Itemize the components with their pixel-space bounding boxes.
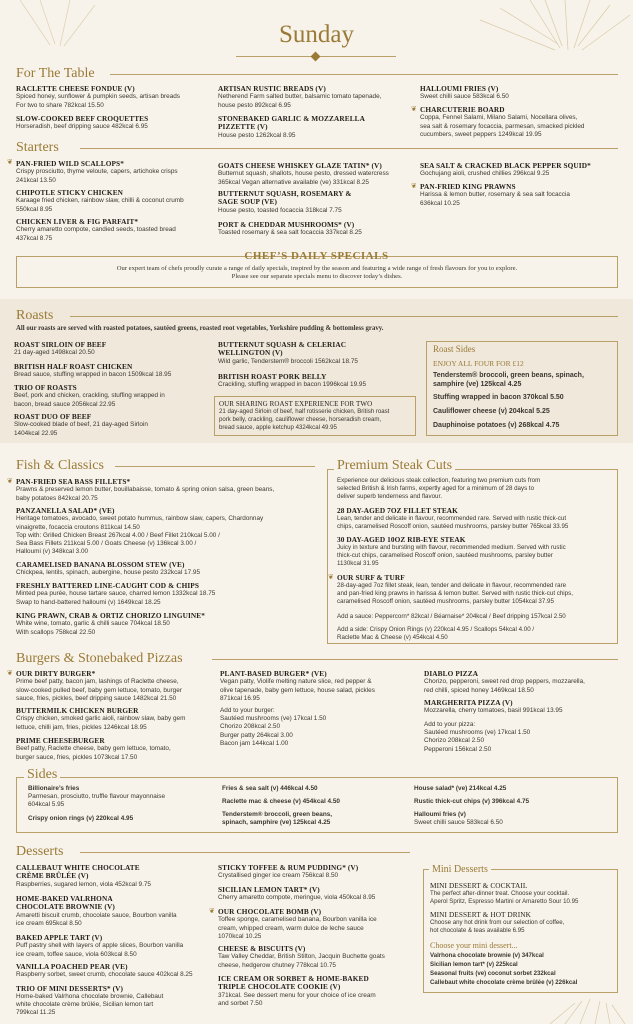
menu-item-dirty-burger	[16, 670, 216, 703]
item-name: VANILLA POACHED PEAR (VE)	[16, 962, 128, 971]
menu-item-squid	[420, 162, 630, 179]
leaf-icon: ❦	[7, 159, 13, 166]
item-desc: Beef, pork and chicken, crackling, stuffing wrapped in bacon, bread sauce 2056kcal 22.95	[14, 392, 165, 408]
item-name: TRIO OF ROASTS	[14, 383, 77, 392]
item-name: PORT & CHEDDAR MUSHROOMS* (V)	[218, 220, 355, 229]
item-desc: Lean, tender and delicate in flavour, recommended rare. Served with rustic thick-cut chips, caramelised Roscoff onion, sautéed mushrooms, parsley butter 765kcal 33.95	[337, 515, 569, 531]
menu-item-halloumi-fries	[420, 85, 625, 102]
item-name: PAN-FRIED KING PRAWNS	[420, 182, 516, 191]
fish-heading: Fish & Classics	[16, 458, 104, 473]
menu-item-margherita	[424, 699, 624, 716]
item-name: RACLETTE CHEESE FONDUE (V)	[16, 84, 135, 93]
item-desc: Chorizo, pepperoni, sweet red drop peppers, mozzarella, red chilli, spiced honey 1469kcal 18.50	[424, 678, 585, 694]
item-name: OUR DIRTY BURGER*	[16, 669, 96, 678]
item-name: 30 DAY-AGED 10OZ RIB-EYE STEAK	[337, 535, 466, 544]
page-title: Sunday	[279, 21, 354, 48]
section-rule	[70, 316, 618, 317]
item-desc: Chickpea, lentils, spinach, aubergine, house pesto 232kcal 17.95	[16, 569, 201, 577]
menu-item-goats-tatin	[218, 162, 418, 187]
menu-item-artisan-breads	[218, 85, 413, 110]
item-desc: Heritage tomatoes, avocado, sweet potato hummus, rainbow slaw, capers, Chardonnay vinaigrette, focaccia croutons 811kcal 14.50	[16, 515, 264, 531]
item-desc: Amaretti biscuit crumb, chocolate sauce, Bourbon vanilla ice cream 695kcal 8.50	[16, 911, 177, 927]
item-desc: White wine, tomato, garlic & chilli sauce 704kcal 18.50 With scallops 758kcal 22.50	[16, 620, 170, 636]
burger-addons	[220, 707, 415, 748]
pizza-addons	[424, 721, 624, 754]
item-desc: House pesto 1262kcal 8.95	[218, 131, 296, 139]
item-name: HALLOUMI FRIES (V)	[420, 84, 499, 93]
roast-side-item: Cauliflower cheese (v) 204kcal 5.25	[433, 407, 550, 415]
roast-side-item: Dauphinoise potatoes (v) 268kcal 4.75	[433, 421, 560, 429]
menu-item-raclette-fondue	[16, 85, 211, 110]
item-name: ICE CREAM OR SORBET & HOME-BAKED TRIPLE CHOCOLATE COOKIE (V)	[218, 974, 369, 992]
item-desc: Crispy chicken, smoked garlic aioli, rainbow slaw, baby gem lettuce, chilli jam, fries, pickles 1246kcal 18.95	[16, 715, 186, 731]
menu-item-wellington	[218, 341, 418, 366]
item-name: ROAST SIRLOIN OF BEEF	[14, 340, 107, 349]
item-addons: Add to your pizza: Sautéed mushrooms (ve) 17kcal 1.50 Chorizo 208kcal 2.50 Pepperoni 156kcal 2.50	[424, 721, 531, 753]
leaf-icon: ❦	[328, 574, 334, 581]
item-desc: Coppa, Fennel Salami, Milano Salami, Nocellara olives, sea salt & rosemary focaccia, parmesan, smacked pickled cucumbers, sweet peppers 1249kcal 19.95	[420, 114, 585, 138]
item-desc: Butternut squash, shallots, house pesto, dressed watercress 365kcal Vegan alternative available (ve) 331kcal 8.25	[218, 170, 389, 186]
item-desc: Toffee sponge, caramelised banana, Bourbon vanilla ice cream, whipped cream, warm dulce de leche sauce 1070kcal 10.25	[218, 916, 377, 940]
menu-item-charcuterie	[420, 106, 625, 139]
item-name: ROAST DUO OF BEEF	[14, 412, 92, 421]
sharing-roast-desc: 21 day-aged Sirloin of beef, half rotisserie chicken, British roast pork belly, crackling, cauliflower cheese, horseradish cream, bread sauce, apple ketchup 4324kcal 49.95	[219, 408, 390, 431]
menu-item-king-prawns	[420, 183, 630, 208]
section-rule	[80, 148, 618, 149]
menu-item-diablo-pizza	[424, 670, 624, 695]
item-name: CHEESE & BISCUITS (V)	[218, 944, 306, 953]
side-mac-cheese: Raclette mac & cheese (v) 454kcal 4.50	[222, 798, 340, 805]
title-ornament-diamond	[311, 52, 321, 62]
item-desc: Spiced honey, sunflower & pumpkin seeds, artisan breads For two to share 782kcal 15.50	[16, 93, 180, 109]
menu-item-chocolate-bomb	[218, 908, 418, 941]
item-desc: Juicy in texture and bursting with flavour, recommended medium. Served with rustic thick-cut chips, caramelised Roscoff onion, sautéed mushrooms, parsley butter 1130kcal 31.95	[337, 544, 566, 568]
item-desc: The perfect after-dinner treat. Choose your cocktail. Aperol Spritz, Espresso Martini or Amaretto Sour 10.95	[430, 890, 579, 906]
mini-desserts-title: Mini Desserts	[429, 864, 491, 877]
item-addons: Top with: Grilled Chicken Breast 267kcal 4.00 / Beef Fillet 210kcal 5.00 / Sea Bass Fillets 211kcal 5.00 / Goats Cheese (v) 136kcal 3.00 / Halloumi (v) 348kcal 3.00	[16, 531, 220, 556]
chefs-specials-text: Our expert team of chefs proudly curate a range of daily specials, inspired by the season and featuring a wide range of fresh flavours for you to explore. Please see our separate specials menu to discover today’s dishes.	[116, 265, 518, 281]
item-name: FRESHLY BATTERED LINE-CAUGHT COD & CHIPS	[16, 581, 200, 590]
item-name: BUTTERMILK CHICKEN BURGER	[16, 706, 139, 715]
item-desc: Beef patty, Raclette cheese, baby gem lettuce, tomato, burger sauce, fries, pickles 1073kcal 17.50	[16, 745, 171, 761]
menu-item-trio-roasts	[14, 384, 209, 409]
item-name: PANZANELLA SALAD* (VE)	[16, 506, 115, 515]
menu-item-banana-stew	[16, 561, 316, 578]
item-desc: Parmesan, prosciutto, truffle flavour mayonnaise 604kcal 5.95	[28, 793, 165, 809]
roast-sides-box	[426, 341, 618, 436]
menu-item-sirloin	[14, 341, 209, 358]
sharing-roast-box	[214, 396, 416, 436]
leaf-icon: ❦	[411, 183, 417, 190]
item-name: SLOW-COOKED BEEF CROQUETTES	[16, 114, 149, 123]
item-desc: Crackling, stuffing wrapped in bacon 1996kcal 19.95	[218, 381, 367, 389]
menu-item-trio-mini	[16, 985, 216, 1016]
palm-leaf-decoration-bottom	[520, 995, 633, 1024]
menu-item-chipotle-chicken	[16, 189, 211, 214]
section-rule	[110, 74, 618, 75]
menu-item-pork-belly	[218, 373, 418, 390]
menu-item-surf-turf	[337, 574, 615, 606]
item-name: CHIPOTLE STICKY CHICKEN	[16, 188, 124, 197]
item-addons: Add to your burger: Sautéed mushrooms (ve) 17kcal 1.50 Chorizo 208kcal 2.50 Burger patty 264kcal 3.00 Bacon jam 144kcal 1.00	[220, 707, 327, 747]
steak-side: Add a side: Crispy Onion Rings (v) 220kcal 4.95 / Scallops 54kcal 4.00 / Raclette Mac & Cheese (v) 454kcal 4.50	[337, 626, 535, 641]
for-the-table-heading: For The Table	[16, 66, 95, 81]
item-name: CARAMELISED BANANA BLOSSOM STEW (VE)	[16, 560, 185, 569]
menu-item-creme-brulee	[16, 864, 216, 889]
item-desc: Taw Valley Cheddar, British Stilton, Jacquin Buchette goats cheese, hedgerow chutney 778kcal 10.75	[218, 953, 385, 969]
item-desc: Sweet chilli sauce 583kcal 6.50	[420, 93, 509, 101]
menu-item-mini-cocktail	[430, 882, 615, 906]
sides-heading: Sides	[24, 768, 60, 782]
menu-item-duo-beef	[14, 413, 209, 438]
menu-item-scallops	[16, 160, 211, 185]
item-name: BRITISH ROAST PORK BELLY	[218, 372, 327, 381]
item-name: STONEBAKED GARLIC & MOZZARELLA PIZZETTE (V)	[218, 114, 366, 132]
menu-item-brownie	[16, 895, 216, 928]
item-desc: Choose any hot drink from our selection of coffee, hot chocolate & teas available 6.95	[430, 919, 565, 935]
item-desc: House pesto, toasted focaccia 318kcal 7.75	[218, 206, 342, 214]
item-desc: Raspberry sorbet, sweet crumb, chocolate sauce 402kcal 8.25	[16, 971, 193, 979]
menu-item-panzanella	[16, 507, 316, 556]
menu-item-linguine	[16, 612, 316, 637]
section-rule	[115, 466, 315, 467]
item-name: MARGHERITA PIZZA (V)	[424, 698, 513, 707]
side-fries: Fries & sea salt (v) 446kcal 4.50	[222, 785, 318, 792]
menu-item-ribeye	[337, 536, 615, 568]
item-desc: Slow-cooked blade of beef, 21 day-aged Sirloin 1404kcal 22.95	[14, 421, 148, 437]
menu-item-cheese-biscuits	[218, 945, 418, 970]
item-desc: Cherry amaretto compote, candied seeds, toasted bread 437kcal 8.75	[16, 226, 176, 242]
item-name: STICKY TOFFEE & RUM PUDDING* (V)	[218, 863, 359, 872]
item-name: BRITISH HALF ROAST CHICKEN	[14, 362, 133, 371]
item-name: BAKED APPLE TART (V)	[16, 933, 103, 942]
leaf-icon: ❦	[7, 670, 13, 677]
item-name: TRIO OF MINI DESSERTS* (V)	[16, 984, 124, 993]
menu-item-beef-croquettes	[16, 115, 211, 132]
menu-item-mushrooms	[218, 221, 418, 238]
menu-item-parfait	[16, 218, 211, 243]
side-greens: Tenderstem® broccoli, green beans, spinach, samphire (ve) 125kcal 4.25	[222, 811, 333, 827]
steak-intro: Experience our delicious steak collection, featuring two premium cuts from selected British & Irish farms, expertly aged for a minimum of 28 days to deliver superb tenderness and flavour.	[337, 477, 541, 500]
leaf-icon: ❦	[7, 478, 13, 485]
item-desc: 28-day-aged 7oz fillet steak, lean, tender and delicate in flavour, recommended rare and pan-fried king prawns in harissa & lemon butter. Served with rustic thick-cut chips, caramelised Roscoff onion, sautéed mushrooms, parsley butter 1054kcal 37.95	[337, 582, 573, 606]
item-desc: Prawns & preserved lemon butter, bouillabaisse, tomato & spring onion salsa, green beans, baby potatoes 842kcal 20.75	[16, 486, 275, 502]
item-name: KING PRAWN, CRAB & ORTIZ CHORIZO LINGUINE*	[16, 611, 206, 620]
section-rule	[212, 659, 618, 660]
roast-side-item: Tenderstem® broccoli, green beans, spinach, samphire (ve) 125kcal 4.25	[433, 372, 584, 389]
item-desc: Mozzarella, cherry tomatoes, basil 991kcal 13.95	[424, 707, 563, 715]
mini-choice: Callebaut white chocolate crème brûlée (v) 226kcal	[430, 979, 578, 986]
steak-heading: Premium Steak Cuts	[334, 459, 455, 473]
sharing-roast-title: OUR SHARING ROAST EXPERIENCE FOR TWO	[219, 400, 373, 408]
item-desc: Puff pastry shell with layers of apple slices, Bourbon vanilla ice cream, toffee sauce, viola 603kcal 8.50	[16, 942, 184, 958]
roast-side-item: Stuffing wrapped in bacon 370kcal 5.50	[433, 394, 564, 402]
desserts-heading: Desserts	[16, 844, 64, 859]
side-onion-rings: Crispy onion rings (v) 220kcal 4.95	[28, 815, 134, 822]
menu-item-poached-pear	[16, 963, 221, 980]
item-name: Halloumi fries (v)	[414, 811, 466, 818]
steak-sauce: Add a sauce: Peppercorn* 82kcal / Béarnaise* 204kcal / Beef dripping 157kcal 2.50	[337, 613, 566, 620]
menu-item-cod-chips	[16, 582, 316, 607]
menu-item-chicken-burger	[16, 707, 216, 732]
item-desc: Bread sauce, stuffing wrapped in bacon 1509kcal 18.95	[14, 371, 172, 379]
leaf-icon: ❦	[209, 908, 215, 915]
item-name: SEA SALT & CRACKED BLACK PEPPER SQUID*	[420, 161, 591, 170]
item-name: ARTISAN RUSTIC BREADS (V)	[218, 84, 326, 93]
item-name: CHICKEN LIVER & FIG PARFAIT*	[16, 217, 139, 226]
item-desc: 21 day-aged 1498kcal 20.50	[14, 349, 95, 357]
item-desc: Karaage fried chicken, rainbow slaw, chilli & coconut crumb 550kcal 8.95	[16, 197, 184, 213]
item-desc: Wild garlic, Tenderstem® broccoli 1562kcal 18.75	[218, 357, 358, 365]
menu-item-half-chicken	[14, 363, 209, 380]
item-desc: Harissa & lemon butter, rosemary & sea salt focaccia 636kcal 10.25	[420, 191, 570, 207]
menu-item-mini-hot-drink	[430, 911, 615, 935]
menu-item-sticky-toffee	[218, 864, 418, 881]
menu-item-fillet-steak	[337, 507, 615, 531]
leaf-icon: ❦	[411, 106, 417, 113]
item-name: OUR SURF & TURF	[337, 573, 405, 582]
menu-item-apple-tart	[16, 934, 216, 959]
side-billionaires-fries	[28, 785, 213, 810]
roasts-intro: All our roasts are served with roasted potatoes, sautéed greens, roasted root vegetables, Yorkshire pudding & bottomless gravy.	[16, 325, 384, 332]
item-desc: Raspberries, sugared lemon, viola 452kcal 9.75	[16, 880, 151, 888]
item-name: SICILIAN LEMON TART* (V)	[218, 885, 320, 894]
item-name: OUR CHOCOLATE BOMB (V)	[218, 907, 322, 916]
mini-choose-heading: Choose your mini dessert...	[430, 941, 518, 950]
item-desc: Crystallised ginger ice cream 756kcal 8.50	[218, 872, 339, 880]
item-desc: Vegan patty, Violife melting nature slice, red pepper & olive tapenade, baby gem lettuce, house salad, pickles 871kcal 16.95	[220, 678, 375, 702]
menu-item-ice-cream	[218, 975, 418, 1008]
mini-choice: Sicilian lemon tart* (v) 225kcal	[430, 961, 518, 968]
item-name: GOATS CHEESE WHISKEY GLAZE TATIN* (V)	[218, 161, 382, 170]
item-desc: Sweet chilli sauce 583kcal 6.50	[414, 819, 503, 827]
side-house-salad: House salad* (ve) 214kcal 4.25	[414, 785, 507, 792]
item-name: HOME-BAKED VALRHONA CHOCOLATE BROWNIE (V)	[16, 894, 115, 912]
item-desc: 371kcal. See dessert menu for your choice of ice cream and sorbet 7.50	[218, 991, 376, 1007]
item-desc: Crispy prosciutto, thyme veloute, capers, artichoke crisps 241kcal 13.50	[16, 168, 178, 184]
side-chips: Rustic thick-cut chips (v) 396kcal 4.75	[414, 798, 530, 805]
item-desc: Horseradish, beef dripping sauce 482kcal 6.95	[16, 123, 148, 131]
item-name: BUTTERNUT SQUASH & CELERIAC WELLINGTON (V)	[218, 340, 347, 358]
item-name: PAN-FRIED SEA BASS FILLETS*	[16, 477, 131, 486]
item-name: DIABLO PIZZA	[424, 669, 479, 678]
item-desc: Netherend Farm salted butter, balsamic tomato tapenade, house pesto 892kcal 6.95	[218, 93, 382, 109]
item-name: CHARCUTERIE BOARD	[420, 105, 505, 114]
item-desc: Gochujang aioli, crushed chillies 296kcal 9.25	[420, 170, 550, 178]
mini-choice: Valrhona chocolate brownie (v) 347kcal	[430, 952, 544, 959]
item-name: PAN-FRIED WILD SCALLOPS*	[16, 159, 124, 168]
chefs-specials-heading: CHEF’S DAILY SPECIALS	[244, 250, 389, 262]
menu-item-soup	[218, 190, 418, 215]
item-name: PRIME CHEESEBURGER	[16, 736, 105, 745]
item-name: Billionaire’s fries	[28, 785, 80, 792]
menu-item-plant-burger	[220, 670, 415, 703]
roast-sides-subtitle: ENJOY ALL FOUR FOR £12	[433, 358, 524, 368]
item-desc: Cherry amaretto compote, meringue, viola 450kcal 8.95	[218, 894, 376, 902]
roasts-heading: Roasts	[16, 308, 54, 323]
mini-choice: Seasonal fruits (ve) coconut sorbet 232kcal	[430, 970, 556, 977]
item-desc: Home-baked Valrhona chocolate brownie, Callebaut white chocolate crème brûlée, Sicilian lemon tart 799kcal 11.25	[16, 993, 164, 1016]
item-desc: Toasted rosemary & sea salt focaccia 337kcal 8.25	[218, 229, 362, 237]
item-name: CALLEBAUT WHITE CHOCOLATE CRÈME BRÛLÉE (V)	[16, 863, 140, 881]
item-desc: Minted pea purée, house tartare sauce, charred lemon 1332kcal 18.75 Swap to hand-battered halloumi (v) 1649kcal 18.25	[16, 590, 216, 606]
item-desc: Prime beef patty, bacon jam, lashings of Raclette cheese, slow-cooked pulled beef, baby gem lettuce, tomato, burger sauce, fries, pickles, beef dripping sauce 1482kcal 21.50	[16, 678, 182, 702]
starters-heading: Starters	[16, 140, 59, 155]
section-rule	[80, 852, 410, 853]
menu-item-pizzette	[218, 115, 413, 140]
roast-sides-title: Roast Sides	[433, 344, 476, 354]
menu-item-sea-bass	[16, 478, 316, 503]
item-name: 28 DAY-AGED 7OZ FILLET STEAK	[337, 506, 458, 515]
burgers-heading: Burgers & Stonebaked Pizzas	[16, 651, 183, 666]
item-name: PLANT-BASED BURGER* (VE)	[220, 669, 327, 678]
item-name: MINI DESSERT & HOT DRINK	[430, 910, 532, 919]
item-name: BUTTERNUT SQUASH, ROSEMARY & SAGE SOUP (VE)	[218, 189, 352, 207]
side-halloumi	[414, 811, 614, 827]
item-name: MINI DESSERT & COCKTAIL	[430, 881, 528, 890]
menu-item-cheeseburger	[16, 737, 216, 762]
menu-item-lemon-tart	[218, 886, 418, 903]
